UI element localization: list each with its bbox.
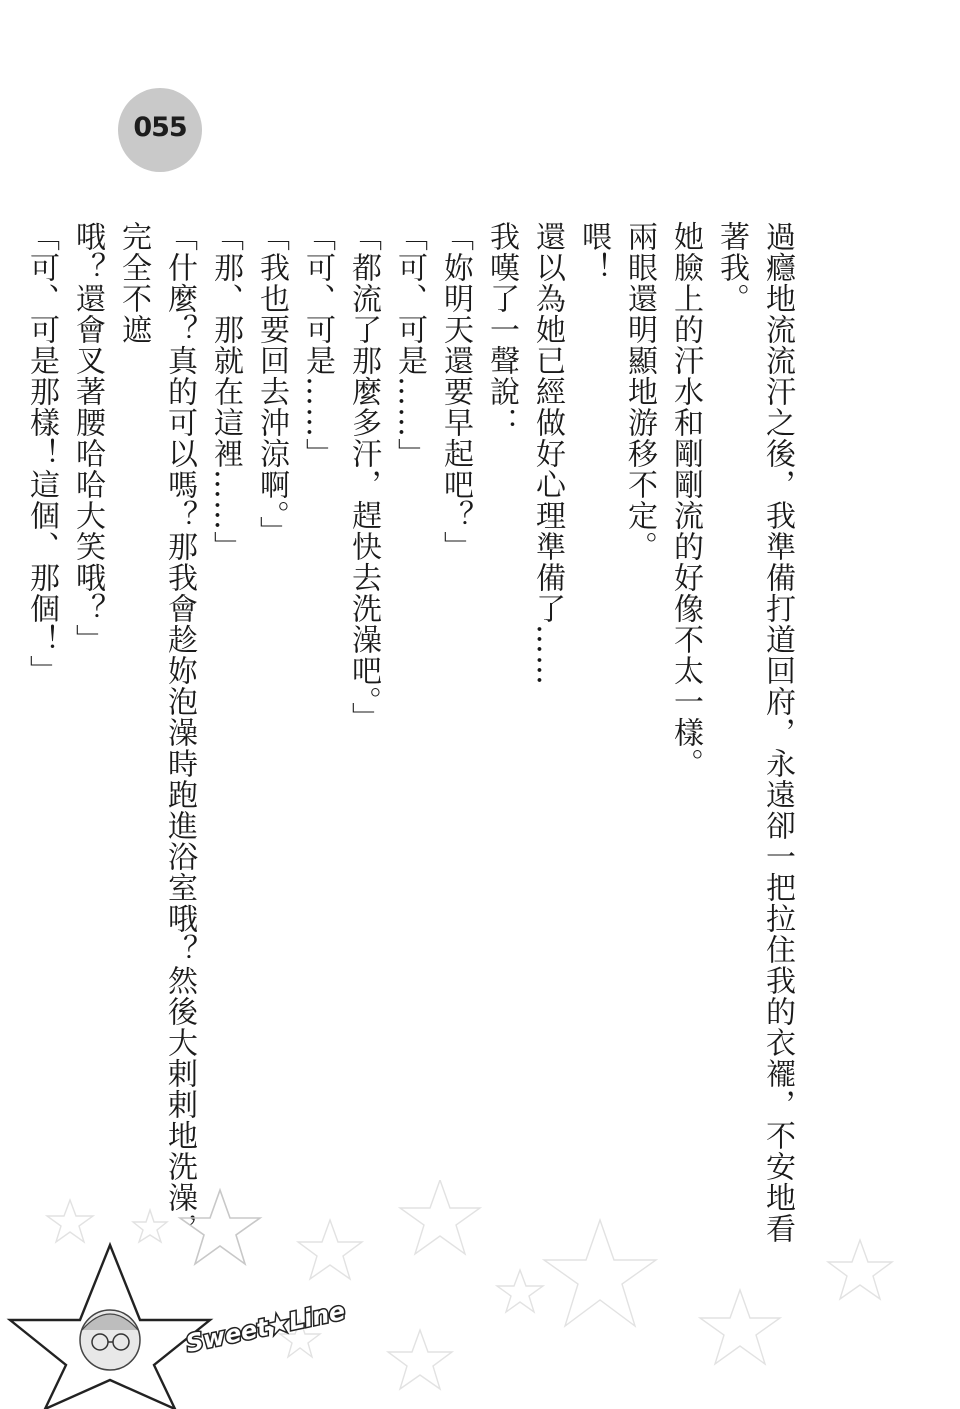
paragraph: 過癮地流流汗之後，我準備打道回府，永遠卻一把拉住我的衣襬，不安地看著我。 — [714, 221, 795, 1244]
page-number-badge — [118, 88, 202, 172]
body-text — [18, 221, 800, 1251]
paragraph: 「那、那就在這裡……」 — [208, 221, 243, 562]
paragraph: 「什麼？真的可以嗎？那我會趁妳泡澡時跑進浴室哦？然後大剌剌地洗澡，完全不遮 — [116, 221, 197, 1244]
paragraph: 「我也要回去沖涼啊。」 — [254, 221, 289, 547]
paragraph: 「妳明天還要早起吧？」 — [438, 221, 473, 562]
paragraph: 喂！ — [576, 221, 611, 283]
paragraph: 還以為她已經做好心理準備了…… — [530, 221, 565, 686]
footer-decoration — [0, 1180, 960, 1409]
paragraph: 「可、可是……」 — [392, 221, 427, 469]
paragraph: 哦？還會叉著腰哈哈大笑哦？」 — [70, 221, 105, 655]
background-stars — [47, 1180, 892, 1389]
paragraph: 「可、可是那樣！這個、那個！」 — [24, 221, 59, 686]
character-star — [10, 1245, 210, 1409]
logo — [183, 1297, 347, 1358]
paragraph: 她臉上的汗水和剛剛流的好像不太一樣。 — [668, 221, 703, 779]
logo-text: Sweet★Line — [183, 1296, 348, 1358]
paragraph: 兩眼還明顯地游移不定。 — [622, 221, 657, 562]
paragraph: 「可、可是……」 — [300, 221, 335, 469]
paragraph: 「都流了那麼多汗，趕快去洗澡吧。」 — [346, 221, 381, 733]
paragraph: 我嘆了一聲說： — [484, 221, 519, 438]
page-number: 055 — [133, 112, 187, 143]
